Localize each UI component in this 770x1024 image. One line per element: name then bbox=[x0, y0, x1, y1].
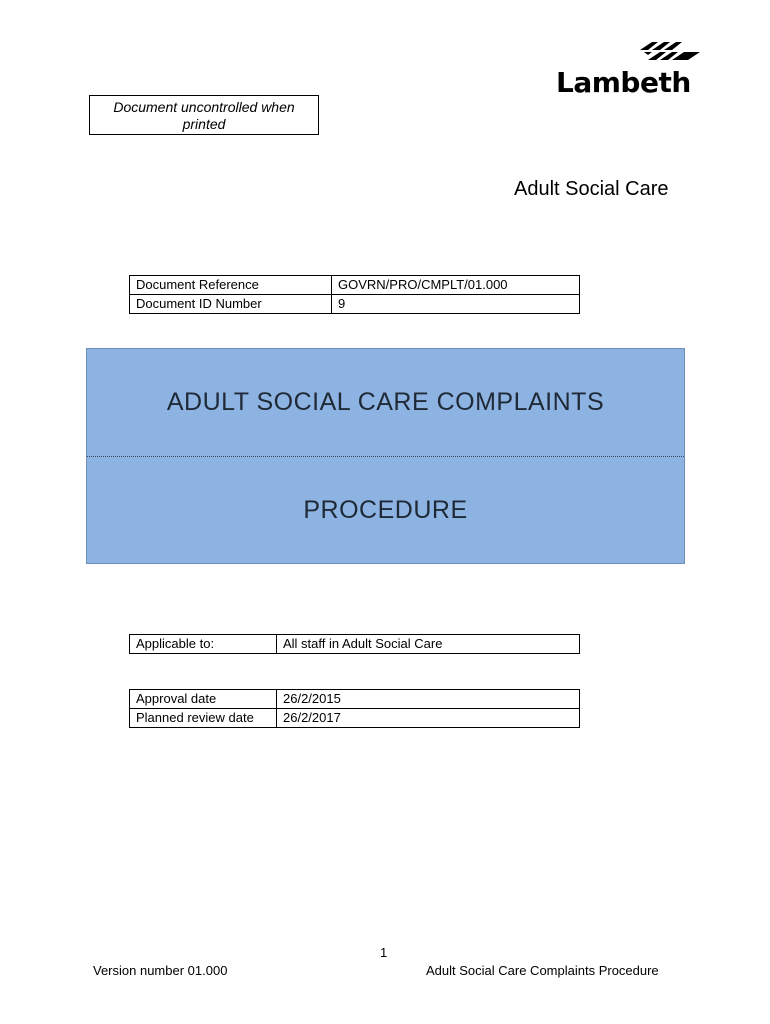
applicable-label: Applicable to: bbox=[130, 635, 277, 654]
applicable-value: All staff in Adult Social Care bbox=[277, 635, 580, 654]
doc-id-label: Document ID Number bbox=[130, 295, 332, 314]
dates-table bbox=[129, 689, 580, 728]
review-date-value: 26/2/2017 bbox=[277, 709, 580, 728]
footer-doc-title: Adult Social Care Complaints Procedure bbox=[426, 963, 659, 978]
lambeth-logo-text: Lambeth bbox=[556, 66, 691, 99]
table-row bbox=[130, 295, 580, 314]
table-row bbox=[130, 690, 580, 709]
doc-id-value: 9 bbox=[332, 295, 580, 314]
uncontrolled-notice-line2: printed bbox=[182, 116, 226, 132]
table-row bbox=[130, 276, 580, 295]
lambeth-logo bbox=[552, 40, 702, 102]
doc-reference-value: GOVRN/PRO/CMPLT/01.000 bbox=[332, 276, 580, 295]
table-row bbox=[130, 709, 580, 728]
title-banner bbox=[86, 348, 685, 564]
review-date-label: Planned review date bbox=[130, 709, 277, 728]
applicable-table bbox=[129, 634, 580, 654]
approval-date-label: Approval date bbox=[130, 690, 277, 709]
section-title: Adult Social Care bbox=[514, 178, 669, 200]
uncontrolled-notice-line1: Document uncontrolled when bbox=[113, 99, 295, 115]
footer-version: Version number 01.000 bbox=[93, 963, 228, 978]
doc-reference-label: Document Reference bbox=[130, 276, 332, 295]
uncontrolled-notice bbox=[89, 95, 319, 135]
document-meta-table bbox=[129, 275, 580, 314]
page-number: 1 bbox=[380, 945, 388, 960]
banner-title: ADULT SOCIAL CARE COMPLAINTS bbox=[166, 388, 605, 416]
banner-subtitle: PROCEDURE bbox=[303, 496, 468, 524]
table-row bbox=[130, 635, 580, 654]
approval-date-value: 26/2/2015 bbox=[277, 690, 580, 709]
